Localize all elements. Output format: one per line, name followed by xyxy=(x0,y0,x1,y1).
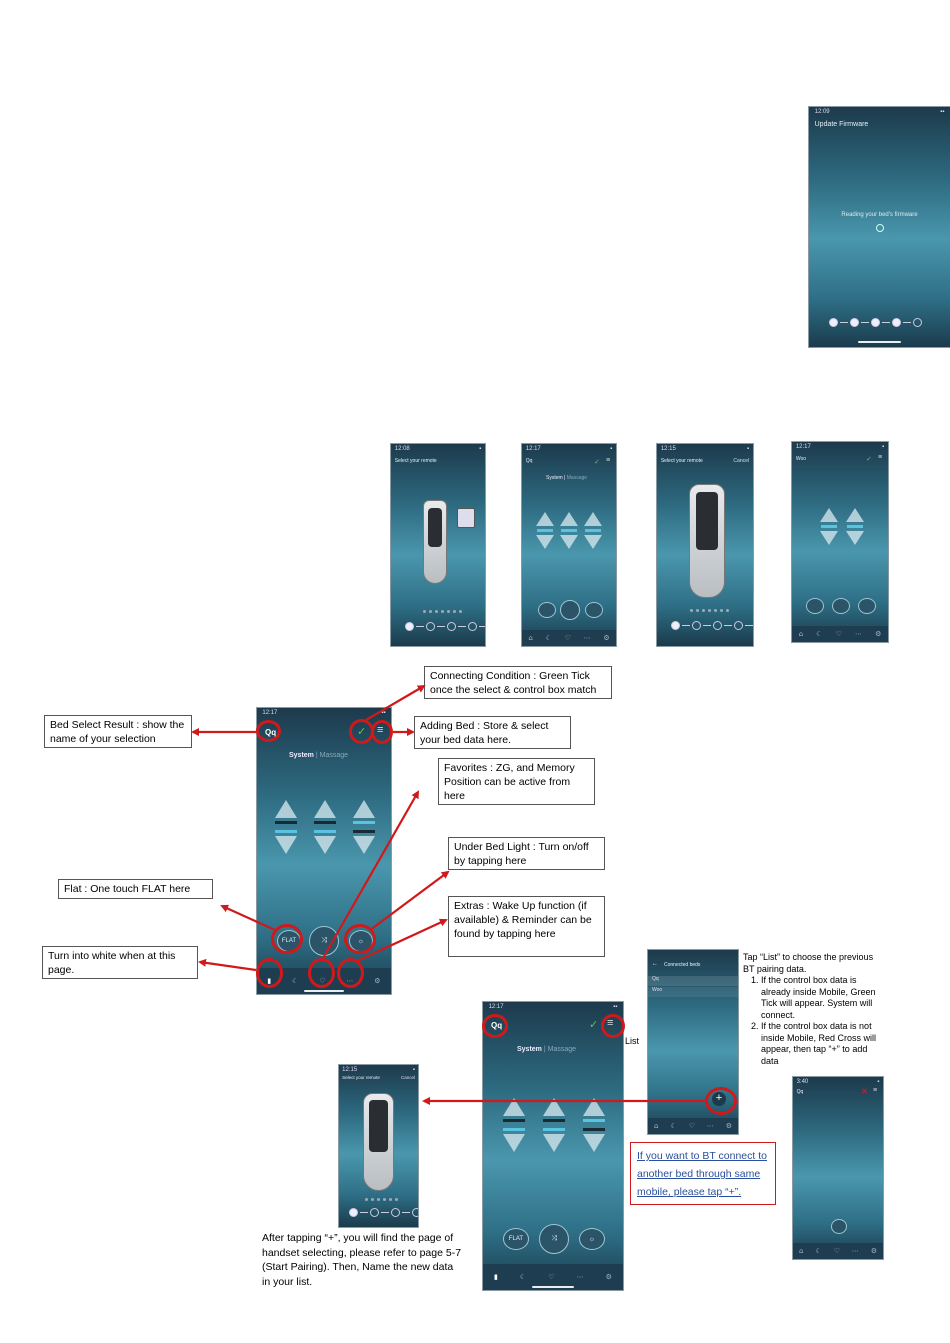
arrow-extras xyxy=(355,920,446,962)
bottom-remote-screen: 12:17 ▪︎▪︎ Qq ✓ ≡ System | Massage FLAT ⤨ ☼ ▮ ☾ ♡ ⋯ ⚙ xyxy=(482,1001,624,1291)
tab-massage[interactable]: Massage xyxy=(547,1046,577,1053)
status-time: 12:15 xyxy=(342,1067,358,1073)
green-tick-icon: ✓ xyxy=(589,1019,599,1031)
screen-title: Select your remote xyxy=(394,458,437,464)
bed-name: Qq xyxy=(796,1089,804,1095)
flat-button[interactable]: FLAT xyxy=(503,1228,529,1250)
list-icon[interactable]: ≡ xyxy=(873,1087,878,1094)
list-instruction-item: 1. If the control box data is already inside Mobile, Green Tick will appear. System will connect. xyxy=(761,975,883,1021)
list-icon[interactable]: ≡ xyxy=(607,1017,614,1029)
flat-button[interactable]: FLAT xyxy=(277,930,301,952)
remote-screen-small-1: 12:17 ▪︎ Qq ✓ ≡ System | Massage ⌂ ☾ ♡ ⋯ ⚙ xyxy=(521,443,617,647)
zero-g-button[interactable]: ⤨ xyxy=(539,1224,569,1254)
main-remote-screen: 12:17 ▪︎▪︎ Qq ✓ ≡ System | Massage FLAT ⤨ ☼ ▮ ☾ ♡ ⋯ ⚙ xyxy=(256,707,392,995)
tab-massage[interactable]: Massage xyxy=(319,752,349,759)
arrow-remote-nav xyxy=(200,962,256,970)
green-tick-icon: ✓ xyxy=(357,726,367,738)
cancel-button[interactable]: Cancel xyxy=(400,1075,415,1080)
list-icon[interactable]: ≡ xyxy=(606,457,611,464)
status-time: 12:17 xyxy=(525,446,541,452)
list-title: Connected beds xyxy=(664,962,701,968)
callout-bed-select: Bed Select Result : show the name of your selection xyxy=(44,715,192,748)
list-label: List xyxy=(625,1036,640,1046)
cancel-button[interactable]: Cancel xyxy=(733,458,749,464)
screen-title: Select your remote xyxy=(660,458,703,464)
green-tick-icon: ✓ xyxy=(594,459,600,466)
add-bed-button[interactable]: + xyxy=(712,1092,726,1106)
tab-system[interactable]: System xyxy=(546,475,563,481)
list-instructions-intro: Tap “List” to choose the previous BT pairing data. xyxy=(743,952,874,974)
tab-system[interactable]: System xyxy=(289,752,314,759)
callout-extras: Extras : Wake Up function (if available) & Reminder can be found by tapping here xyxy=(448,896,605,957)
status-time: 12:08 xyxy=(394,446,410,452)
bed-name: Qq xyxy=(525,458,533,464)
callout-turn-white: Turn into white when at this page. xyxy=(42,946,198,979)
callout-under-bed-light: Under Bed Light : Turn on/off by tapping here xyxy=(448,837,605,870)
back-arrow-icon[interactable]: ← xyxy=(652,961,658,967)
red-cross-icon: ✕ xyxy=(861,1087,868,1096)
signal-icon: ▪︎ xyxy=(412,1067,415,1073)
bottom-nav: ⌂ ☾ ♡ ⋯ ⚙ xyxy=(792,626,888,642)
signal-icon: ▪︎ xyxy=(877,1079,880,1085)
signal-icon: ▪︎▪︎ xyxy=(613,1004,618,1010)
status-time: 12:17 xyxy=(262,710,278,716)
bottom-nav: ⌂ ☾ ♡ ⋯ ⚙ xyxy=(793,1243,883,1259)
zero-g-button[interactable]: ⤨ xyxy=(309,926,339,956)
green-tick-icon: ✓ xyxy=(866,456,872,463)
arrow-connecting xyxy=(366,686,424,720)
signal-icon: ▪︎ xyxy=(479,446,482,452)
status-time: 12:17 xyxy=(795,444,811,450)
signal-icon: ▪︎ xyxy=(747,446,750,452)
nav-sleep-icon[interactable]: ☾ xyxy=(292,977,299,985)
callout-favorites: Favorites : ZG, and Memory Position can be active from here xyxy=(438,758,595,805)
after-tapping-note: After tapping “+”, you will find the page of handset selecting, please refer to page 5-7 (Start Pairing). Then, Name the new data in your list. xyxy=(262,1232,462,1288)
bottom-nav: ⌂ ☾ ♡ ⋯ ⚙ xyxy=(522,630,616,646)
status-time: 12:15 xyxy=(660,446,676,452)
status-time: 12:17 xyxy=(488,1004,504,1010)
signal-icon: ▪︎ xyxy=(610,446,613,452)
under-bed-light-button[interactable]: ☼ xyxy=(579,1228,605,1250)
bed-name: Qq xyxy=(491,1021,503,1030)
signal-icon: ▪︎▪︎ xyxy=(381,710,386,716)
status-time: 12:09 xyxy=(814,109,830,115)
arrow-flat xyxy=(222,906,275,930)
nav-remote-icon[interactable]: ▮ xyxy=(267,977,272,985)
nav-extras-icon[interactable]: ⋯ xyxy=(346,977,354,985)
bottom-nav: ⌂ ☾ ♡ ⋯ ⚙ xyxy=(648,1118,738,1134)
screen-title: Select your remote xyxy=(342,1075,380,1080)
bed-name: Woo xyxy=(795,456,807,462)
list-icon[interactable]: ≡ xyxy=(377,724,384,736)
bed-name: Qq xyxy=(265,728,277,737)
arrow-favorites xyxy=(322,792,418,960)
bottom-nav: ▮ ☾ ♡ ⋯ ⚙ xyxy=(483,1264,623,1290)
signal-icon: ▪︎ xyxy=(882,444,885,450)
list-item[interactable]: Qq xyxy=(648,976,738,986)
firmware-message: Reading your bed's firmware xyxy=(841,212,918,218)
arrow-light xyxy=(370,872,448,930)
tab-system[interactable]: System xyxy=(517,1046,542,1053)
list-instruction-item: 2. If the control box data is not inside Mobile, Red Cross will appear, then tap “+” to add data xyxy=(761,1021,883,1067)
list-item[interactable]: Woo xyxy=(648,987,738,997)
tab-massage[interactable]: Massage xyxy=(566,475,588,481)
bt-connect-note-text: If you want to BT connect to another bed through same mobile, please tap “+”. xyxy=(637,1150,767,1198)
under-bed-light-button[interactable]: ☼ xyxy=(349,930,373,952)
nav-favorites-icon[interactable]: ♡ xyxy=(319,977,326,985)
signal-icon: ▪︎▪︎ xyxy=(940,109,945,115)
firmware-title: Update Firmware xyxy=(814,121,869,128)
status-time: 3:40 xyxy=(796,1079,809,1085)
nav-settings-icon[interactable]: ⚙ xyxy=(374,977,381,985)
callout-flat: Flat : One touch FLAT here xyxy=(58,879,213,899)
list-icon[interactable]: ≡ xyxy=(878,454,883,461)
callout-adding-bed: Adding Bed : Store & select your bed data here. xyxy=(414,716,571,749)
callout-connecting: Connecting Condition : Green Tick once the select & control box match xyxy=(424,666,612,699)
